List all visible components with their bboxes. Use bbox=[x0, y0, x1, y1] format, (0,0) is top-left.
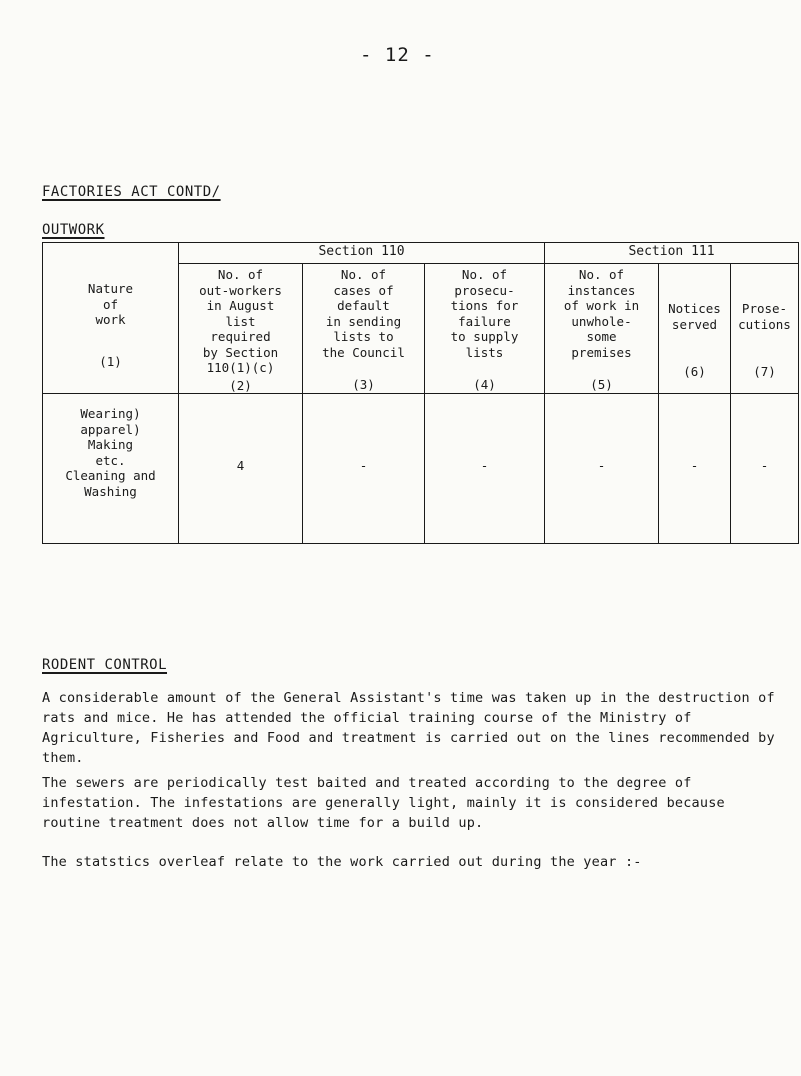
text-line: lists bbox=[465, 344, 504, 360]
text-line: Wearing) bbox=[80, 406, 141, 421]
col-head-default-cases bbox=[303, 264, 425, 394]
text-line: work bbox=[95, 312, 126, 327]
text-line: lists to bbox=[333, 329, 394, 344]
col-head-prosecutions bbox=[731, 264, 799, 394]
text-line: served bbox=[671, 316, 718, 332]
text-line: No. of bbox=[578, 267, 625, 282]
text-line: to supply bbox=[450, 329, 519, 344]
section-110-header: Section 110 bbox=[179, 243, 545, 264]
row-label-nature bbox=[43, 394, 179, 544]
text-line: 110(1)(c) bbox=[206, 360, 275, 375]
col-num-5: (5) bbox=[590, 377, 613, 392]
col-head-prosecutions-failure-lines bbox=[425, 267, 544, 360]
text-line: Nature bbox=[87, 281, 134, 296]
cell-default-cases bbox=[303, 394, 425, 544]
col-head-nature-lines bbox=[43, 281, 178, 328]
text-line: Making bbox=[87, 437, 134, 452]
text-line: Notices bbox=[668, 301, 721, 316]
col-head-default-cases-lines bbox=[303, 267, 424, 360]
text-line: by Section bbox=[202, 344, 279, 360]
text-line: out-workers bbox=[199, 282, 282, 298]
outwork-table bbox=[42, 242, 799, 544]
col-num-3: (3) bbox=[352, 377, 375, 392]
text-line: No. of bbox=[340, 267, 387, 282]
text-line: default bbox=[337, 298, 390, 313]
text-line: cutions bbox=[738, 316, 791, 332]
paragraph-destruction: A considerable amount of the General Assistant's time was taken up in the destruction of rats and mice. He has attended the official training course of the Ministry of Agriculture, Fisheries and Food and treatment is carried out on the lines recommended by them. bbox=[42, 690, 775, 766]
cell-value: - bbox=[597, 458, 606, 473]
col-num-1: (1) bbox=[99, 353, 122, 369]
col-head-unwholesome-premises-lines bbox=[545, 267, 658, 360]
text-line: tions for bbox=[450, 298, 519, 313]
col-head-notices-served-lines bbox=[659, 267, 730, 332]
text-line: in August bbox=[206, 298, 275, 313]
text-line: premises bbox=[571, 344, 632, 360]
col-num-7: (7) bbox=[753, 364, 776, 379]
col-head-outworkers bbox=[179, 264, 303, 394]
rodent-control-heading: RODENT CONTROL bbox=[42, 657, 168, 673]
cell-unwholesome-premises bbox=[545, 394, 659, 544]
col-num-4: (4) bbox=[473, 377, 496, 392]
col-num-6: (6) bbox=[683, 364, 706, 379]
text-line: required bbox=[210, 329, 271, 344]
cell-value: - bbox=[359, 458, 368, 473]
table-row bbox=[43, 394, 799, 544]
text-line: No. of bbox=[461, 267, 508, 282]
cell-value: - bbox=[760, 458, 769, 473]
col-head-prosecutions-failure bbox=[425, 264, 545, 394]
text-line: prosecu- bbox=[454, 282, 515, 298]
paragraph-statistics: The statstics overleaf relate to the work carried out during the year :- bbox=[42, 854, 642, 870]
col-head-notices-served bbox=[659, 264, 731, 394]
col-num-2: (2) bbox=[229, 377, 252, 393]
page-number: - 12 - bbox=[360, 44, 435, 66]
text-line: apparel) bbox=[80, 421, 141, 437]
text-line: of bbox=[102, 296, 119, 312]
col-head-nature bbox=[43, 243, 179, 394]
cell-prosecutions-failure bbox=[425, 394, 545, 544]
text-line: No. of bbox=[217, 267, 264, 282]
col-head-unwholesome-premises bbox=[545, 264, 659, 394]
text-line: Washing bbox=[84, 483, 137, 499]
text-line: failure bbox=[458, 313, 511, 329]
text-line: unwhole- bbox=[571, 313, 632, 329]
text-line: some bbox=[586, 329, 617, 344]
text-line: cases of bbox=[333, 282, 394, 298]
text-line: etc. bbox=[95, 452, 126, 468]
paragraph-sewers: The sewers are periodically test baited and treated according to the degree of infestation. The infestations are generally light, mainly it is considered because routine treatment does not allow time for a build up. bbox=[42, 775, 725, 831]
cell-value: - bbox=[480, 458, 489, 473]
outwork-heading: OUTWORK bbox=[42, 222, 105, 238]
text-line: list bbox=[225, 313, 256, 329]
text-line: the Council bbox=[322, 344, 405, 360]
col-head-prosecutions-lines bbox=[731, 267, 798, 332]
col-head-outworkers-lines bbox=[179, 267, 302, 376]
section-111-header: Section 111 bbox=[545, 243, 799, 264]
cell-value: 4 bbox=[236, 458, 245, 473]
text-line: of work in bbox=[563, 298, 640, 313]
text-line: instances bbox=[567, 282, 636, 298]
text-line: Cleaning and bbox=[65, 468, 156, 483]
cell-outworkers bbox=[179, 394, 303, 544]
cell-prosecutions bbox=[731, 394, 799, 544]
cell-value: - bbox=[690, 458, 699, 473]
factories-act-heading: FACTORIES ACT CONTD/ bbox=[42, 184, 221, 200]
text-line: Prose- bbox=[741, 301, 788, 316]
text-line: in sending bbox=[325, 313, 402, 329]
cell-notices-served bbox=[659, 394, 731, 544]
